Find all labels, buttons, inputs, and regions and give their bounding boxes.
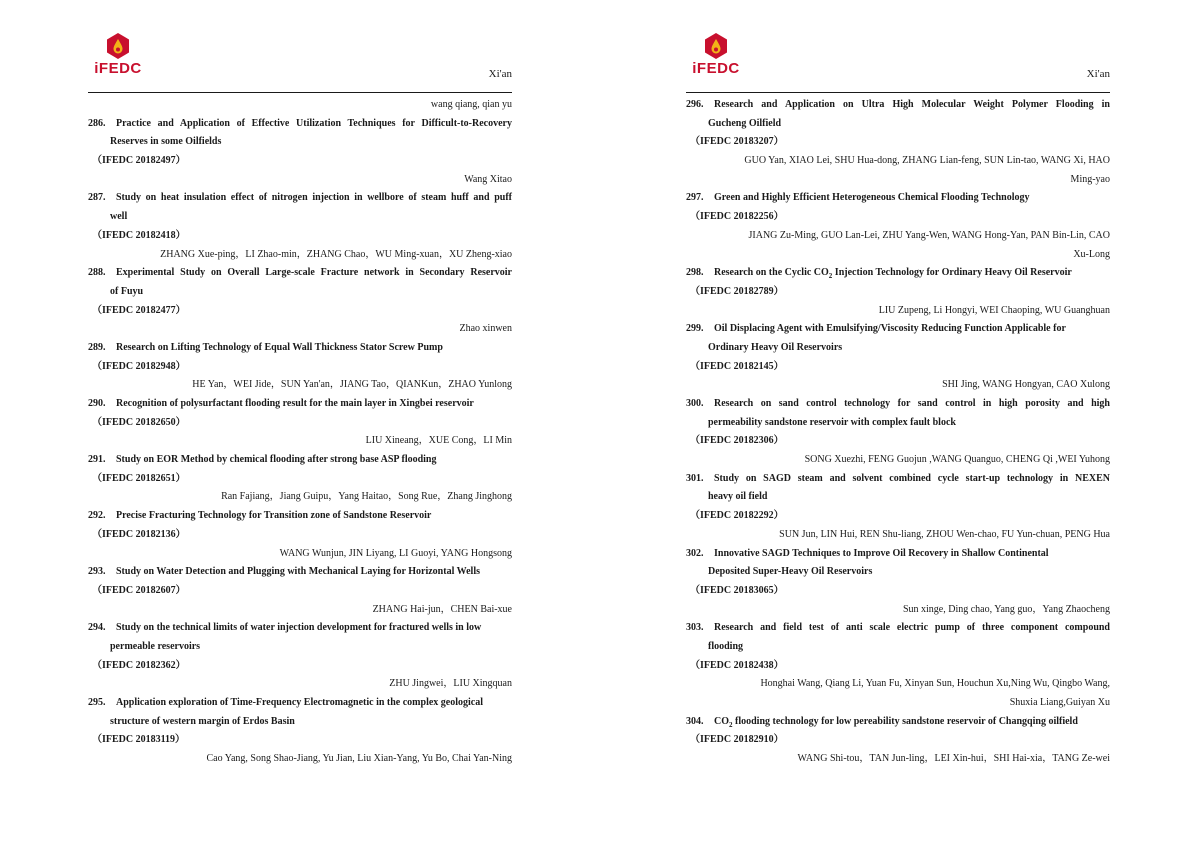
entry-title-cont: flooding <box>708 640 744 652</box>
entry-title: 291. Study on EOR Method by chemical flooding after strong base ASP flooding <box>88 454 437 466</box>
entry-authors: ZHANG Xue-ping，LI Zhao-min，ZHANG Chao，WU Ming-xuan，XU Zheng-xiao <box>160 248 512 260</box>
entry-authors: WANG Wunjun, JIN Liyang, LI Guoyi, YANG Hongsong <box>279 547 512 559</box>
entry-title: 300. Research on sand control technology for sand control in high porosity and high <box>686 398 1110 409</box>
entry-code: （IFEDC 20182145） <box>690 360 784 372</box>
header-city: Xi'an <box>1086 68 1110 80</box>
entry-code: （IFEDC 20182789） <box>690 285 784 297</box>
entry-authors: LIU Xineang，XUE Cong，LI Min <box>365 435 512 447</box>
left-page <box>88 0 512 842</box>
entry-title: 296. Research and Application on Ultra High Molecular Weight Polymer Flooding in <box>686 99 1110 110</box>
entry-code: （IFEDC 20182438） <box>690 659 784 671</box>
entry-authors-cont: Shuxia Liang,Guiyan Xu <box>1009 697 1110 708</box>
entry-title: 290. Recognition of polysurfactant flooding result for the main layer in Xingbei reservoir <box>88 398 474 409</box>
logo-wordmark: iFEDC <box>94 60 142 77</box>
ifedc-emblem-icon <box>98 32 138 62</box>
header-rule <box>88 92 512 93</box>
logo-wordmark: iFEDC <box>692 60 740 77</box>
entry-title-cont: Gucheng Oilfield <box>708 117 782 129</box>
entry-title: 293. Study on Water Detection and Plugging with Mechanical Laying for Horizontal Wells <box>88 566 480 578</box>
entry-title: 299. Oil Displacing Agent with Emulsifying/Viscosity Reducing Function Applicable for <box>686 323 1066 335</box>
entry-title: 286. Practice and Application of Effective Utilization Techniques for Difficult-to-Recovery <box>88 117 512 129</box>
entry-title-cont: structure of western margin of Erdos Basin <box>110 715 295 727</box>
entry-authors-cont: Ming-yao <box>1070 173 1110 185</box>
entry-code: （IFEDC 20182910） <box>690 734 784 746</box>
entry-authors: Cao Yang, Song Shao-Jiang, Yu Jian, Liu Xian-Yang, Yu Bo, Chai Yan-Ning <box>206 753 512 765</box>
entry-code: （IFEDC 20182948） <box>92 360 186 372</box>
header-city: Xi'an <box>488 68 512 80</box>
entry-title-cont: of Fuyu <box>110 285 144 297</box>
entry-code: （IFEDC 20182306） <box>690 435 784 447</box>
entry-authors: ZHU Jingwei，LIU Xingquan <box>389 678 512 690</box>
entry-title-cont: permeability sandstone reservoir with complex fault block <box>708 416 956 428</box>
entry-authors: JIANG Zu-Ming, GUO Lan-Lei, ZHU Yang-Wen, WANG Hong-Yan, PAN Bin-Lin, CAO <box>748 229 1110 241</box>
entry-title: 289. Research on Lifting Technology of Equal Wall Thickness Stator Screw Pump <box>88 341 443 353</box>
entry-code: （IFEDC 20182292） <box>690 510 784 522</box>
entry-code: （IFEDC 20182497） <box>92 155 186 167</box>
entry-title-cont: Reserves in some Oilfields <box>110 136 222 148</box>
entry-title: 301. Study on SAGD steam and solvent combined cycle start-up technology in NEXEN <box>686 472 1110 484</box>
entry-authors: WANG Shi-tou，TAN Jun-ling，LEI Xin-hui，SHI Hai-xia，TANG Ze-wei <box>797 753 1110 765</box>
entry-authors: wang qiang, qian yu <box>430 99 512 110</box>
entry-title-cont: well <box>110 211 128 223</box>
entry-title: 297. Green and Highly Efficient Heterogeneous Chemical Flooding Technology <box>686 192 1030 204</box>
entry-title: 298. Research on the Cyclic $CO_2$ Injection Technology for Ordinary Heavy Oil Reservoir <box>686 267 1072 281</box>
entry-code: （IFEDC 20182362） <box>92 659 186 671</box>
entry-code: （IFEDC 20183119） <box>92 734 186 746</box>
entry-code: （IFEDC 20182607） <box>92 584 186 596</box>
entry-authors: SUN Jun, LIN Hui, REN Shu-liang, ZHOU Wen-chao, FU Yun-chuan, PENG Hua <box>779 528 1110 540</box>
entry-code: （IFEDC 20182650） <box>92 416 186 428</box>
entry-authors: HE Yan，WEI Jide，SUN Yan'an，JIANG Tao，QIANKun，ZHAO Yunlong <box>192 379 512 391</box>
entry-title: 294. Study on the technical limits of water injection development for fractured wells in low <box>88 622 482 634</box>
entry-list-left <box>88 96 512 769</box>
ifedc-logo <box>686 32 746 80</box>
ifedc-logo <box>88 32 148 80</box>
entry-authors: SHI Jing, WANG Hongyan, CAO Xulong <box>942 379 1110 391</box>
entry-title: 304. $CO_2$ flooding technology for low pereability sandstone reservoir of Changqing oilfield <box>686 715 1078 729</box>
entry-authors: Sun xinge, Ding chao, Yang guo，Yang Zhaocheng <box>902 603 1110 615</box>
entry-code: （IFEDC 20183065） <box>690 584 784 596</box>
entry-title: 303. Research and field test of anti scale electric pump of three component compound <box>686 622 1110 634</box>
entry-title-cont: permeable reservoirs <box>110 640 201 652</box>
entry-code: （IFEDC 20183207） <box>690 136 784 148</box>
entry-authors: Zhao xinwen <box>459 323 512 335</box>
entry-authors: Honghai Wang, Qiang Li, Yuan Fu, Xinyan Sun, Houchun Xu,Ning Wu, Qingbo Wang, <box>760 678 1110 690</box>
entry-code: （IFEDC 20182477） <box>92 304 186 316</box>
entry-title: 295. Application exploration of Time-Frequency Electromagnetic in the complex geological <box>88 697 483 708</box>
entry-list-right <box>686 96 1110 769</box>
entry-title-cont: Ordinary Heavy Oil Reservoirs <box>708 341 843 353</box>
entry-authors-cont: Xu-Long <box>1073 248 1110 260</box>
entry-title: 302. Innovative SAGD Techniques to Improve Oil Recovery in Shallow Continental <box>686 547 1049 559</box>
entry-authors: SONG Xuezhi, FENG Guojun ,WANG Quanguo, CHENG Qi ,WEI Yuhong <box>804 454 1110 466</box>
entry-title: 288. Experimental Study on Overall Large-scale Fracture network in Secondary Reservoir <box>88 267 512 279</box>
entry-authors: Ran Fajiang，Jiang Guipu，Yang Haitao，Song Rue，Zhang Jinghong <box>221 491 512 503</box>
entry-title: 287. Study on heat insulation effect of nitrogen injection in wellbore of steam huff and puff <box>88 192 512 204</box>
entry-title: 292. Precise Fracturing Technology for Transition zone of Sandstone Reservoir <box>88 510 432 522</box>
entry-authors: ZHANG Hai-jun，CHEN Bai-xue <box>372 603 512 615</box>
ifedc-emblem-icon <box>696 32 736 62</box>
entry-title-cont: Deposited Super-Heavy Oil Reservoirs <box>708 566 873 578</box>
entry-code: （IFEDC 20182651） <box>92 472 186 484</box>
entry-authors: GUO Yan, XIAO Lei, SHU Hua-dong, ZHANG Lian-feng, SUN Lin-tao, WANG Xi, HAO <box>744 155 1110 167</box>
right-page <box>686 0 1110 842</box>
entry-code: （IFEDC 20182418） <box>92 229 186 241</box>
header-rule <box>686 92 1110 93</box>
entry-authors: Wang Xitao <box>464 173 512 185</box>
entry-title-cont: heavy oil field <box>708 491 768 503</box>
entry-code: （IFEDC 20182256） <box>690 211 784 223</box>
entry-code: （IFEDC 20182136） <box>92 528 186 540</box>
entry-authors: LIU Zupeng, Li Hongyi, WEI Chaoping, WU Guanghuan <box>878 304 1110 316</box>
